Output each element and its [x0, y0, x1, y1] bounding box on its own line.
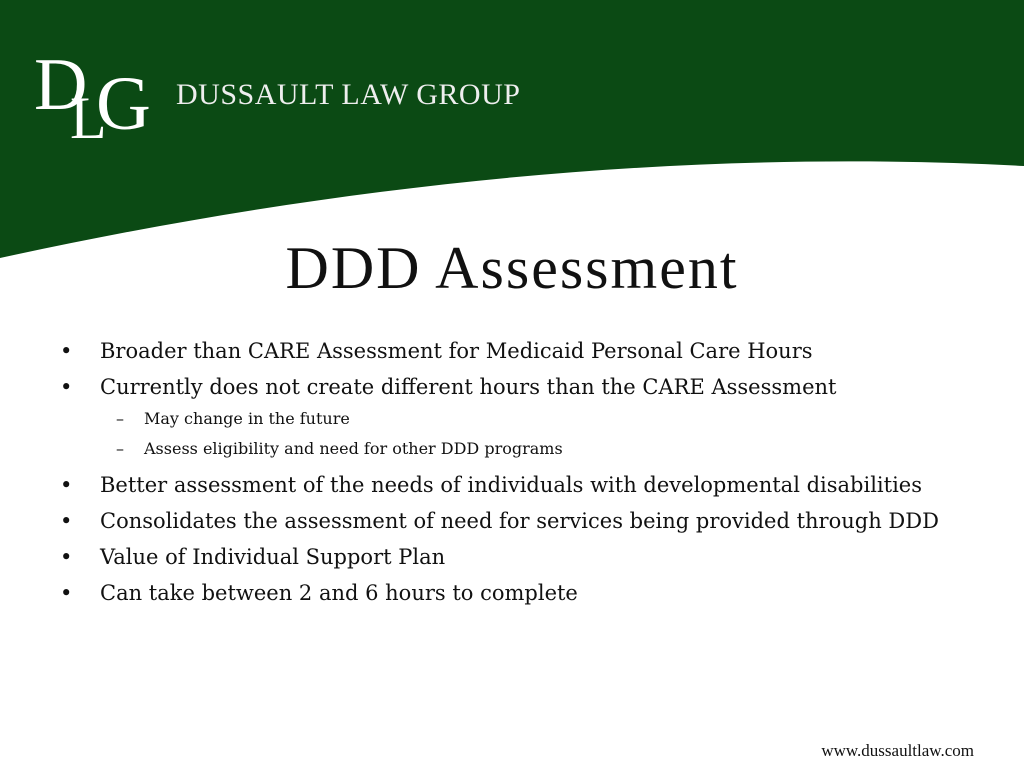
- bullet-text: Consolidates the assessment of need for services being provided through DDD: [100, 509, 939, 533]
- bullet-item: [60, 542, 980, 572]
- bullet-text: Value of Individual Support Plan: [100, 545, 446, 569]
- slide-title: DDD Assessment: [285, 235, 739, 301]
- bullet-item: [60, 578, 980, 608]
- bullet-list: [60, 336, 980, 614]
- bullet-item: [60, 506, 980, 536]
- logo-letter-l: L: [70, 85, 107, 151]
- sub-bullet-list: [100, 404, 980, 464]
- company-name: DUSSAULT LAW GROUP: [176, 78, 521, 111]
- logo-letter-g: G: [96, 62, 151, 146]
- bullet-text: Can take between 2 and 6 hours to complete: [100, 581, 578, 605]
- bullet-item: [60, 372, 980, 464]
- bullet-text: Currently does not create different hours than the CARE Assessment: [100, 375, 837, 399]
- sub-bullet-text: Assess eligibility and need for other DDD programs: [144, 439, 563, 458]
- sub-bullet-item: [100, 434, 980, 464]
- footer-website-url: www.dussaultlaw.com: [821, 741, 974, 760]
- bullet-text: Better assessment of the needs of individuals with developmental disabilities: [100, 473, 922, 497]
- bullet-item: [60, 336, 980, 366]
- sub-bullet-item: [100, 404, 980, 434]
- company-logo: [34, 44, 154, 153]
- bullet-text: Broader than CARE Assessment for Medicaid Personal Care Hours: [100, 339, 813, 363]
- sub-bullet-text: May change in the future: [144, 409, 350, 428]
- bullet-item: [60, 470, 980, 500]
- logo-letter-d: D: [34, 44, 88, 126]
